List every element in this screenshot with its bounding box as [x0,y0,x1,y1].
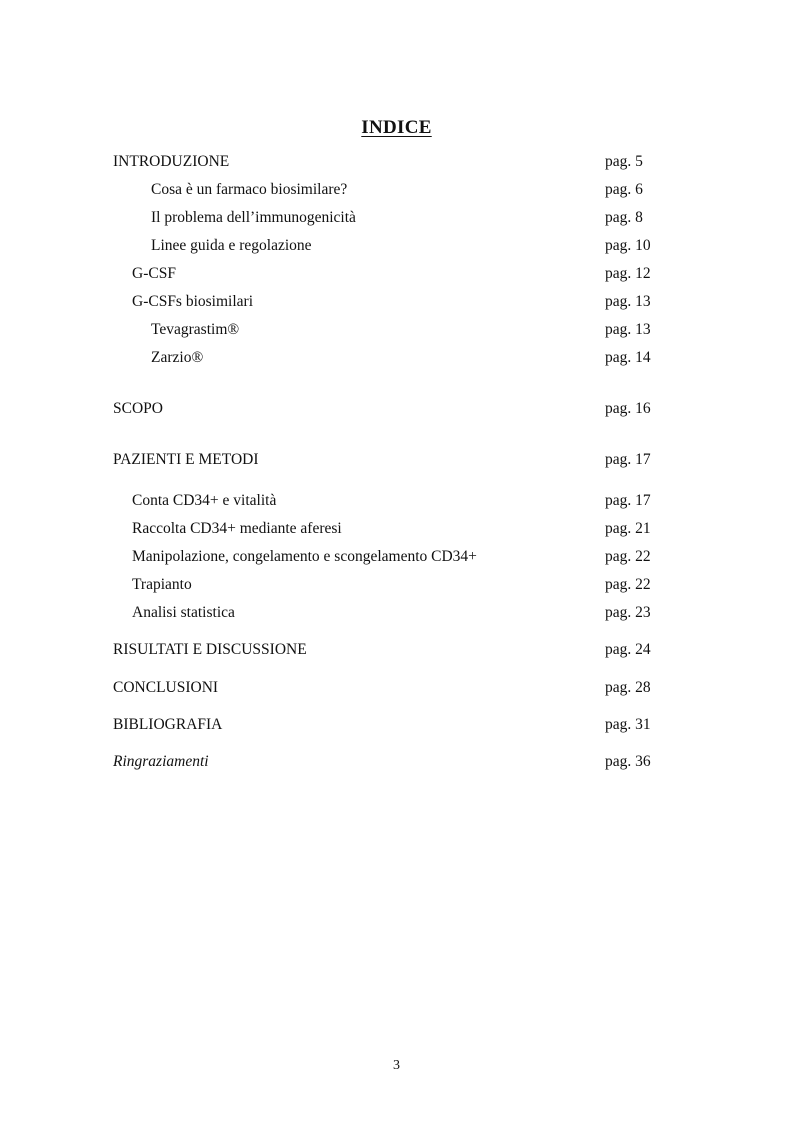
toc-entry-ringraziamenti [0,751,793,773]
page-number: 3 [393,1058,400,1073]
toc-entry-page: pag. 17 [605,492,651,509]
toc-entry-conta-cd34 [0,490,793,512]
toc-entry-pazienti-metodi [0,449,793,471]
toc-entry-bibliografia [0,714,793,736]
toc-entry-label: Ringraziamenti [113,753,209,770]
toc-entry-page: pag. 22 [605,576,651,593]
toc-entry-label: Conta CD34+ e vitalità [132,492,277,509]
toc-entry-label: BIBLIOGRAFIA [113,716,223,733]
toc-entry-label: Linee guida e regolazione [151,237,312,254]
toc-entry-label: Tevagrastim® [151,321,240,338]
toc-entry-label: PAZIENTI E METODI [113,451,259,468]
toc-entry-conclusioni [0,677,793,699]
toc-entry-label: Manipolazione, congelamento e scongelamento CD34+ [132,548,477,565]
toc-entry-introduzione [0,151,793,173]
toc-entry-page: pag. 36 [605,753,651,770]
toc-entry-page: pag. 24 [605,641,651,658]
toc-entry-page: pag. 28 [605,679,651,696]
toc-entry-label: Analisi statistica [132,604,235,621]
toc-entry-page: pag. 5 [605,153,643,170]
toc-entry-label: INTRODUZIONE [113,153,230,170]
toc-entry-risultati [0,639,793,661]
toc-entry-page: pag. 16 [605,400,651,417]
toc-entry-label: Zarzio® [151,349,204,366]
toc-entry-label: Cosa è un farmaco biosimilare? [151,181,348,198]
toc-entry-biosimilare [0,179,793,201]
toc-entry-page: pag. 12 [605,265,651,282]
toc-entry-gcsfs-biosimilari [0,291,793,313]
toc-entry-label: RISULTATI E DISCUSSIONE [113,641,307,658]
toc-entry-page: pag. 13 [605,293,651,310]
toc-entry-label: SCOPO [113,400,163,417]
toc-entry-page: pag. 14 [605,349,651,366]
toc-entry-analisi-statistica [0,602,793,624]
toc-entry-page: pag. 21 [605,520,651,537]
toc-entry-label: G-CSF [132,265,176,282]
toc-entry-page: pag. 6 [605,181,643,198]
toc-entry-page: pag. 23 [605,604,651,621]
toc-entry-page: pag. 31 [605,716,651,733]
toc-entry-raccolta-cd34 [0,518,793,540]
toc-entry-page: pag. 8 [605,209,643,226]
toc-entry-immunogenicita [0,207,793,229]
toc-entry-page: pag. 17 [605,451,651,468]
toc-entry-page: pag. 10 [605,237,651,254]
toc-entry-scopo [0,398,793,420]
toc-entry-tevagrastim [0,319,793,341]
toc-entry-trapianto [0,574,793,596]
toc-entry-label: G-CSFs biosimilari [132,293,254,310]
toc-entry-gcsf [0,263,793,285]
toc-entry-label: Il problema dell’immunogenicità [151,209,356,226]
toc-entry-label: Trapianto [132,576,192,593]
toc-entry-page: pag. 22 [605,548,651,565]
toc-entry-manipolazione [0,546,793,568]
toc-entry-label: CONCLUSIONI [113,679,219,696]
toc-entry-zarzio [0,347,793,369]
toc-entry-linee-guida [0,235,793,257]
toc-entry-page: pag. 13 [605,321,651,338]
toc-title: INDICE [361,117,432,138]
toc-entry-label: Raccolta CD34+ mediante aferesi [132,520,342,537]
